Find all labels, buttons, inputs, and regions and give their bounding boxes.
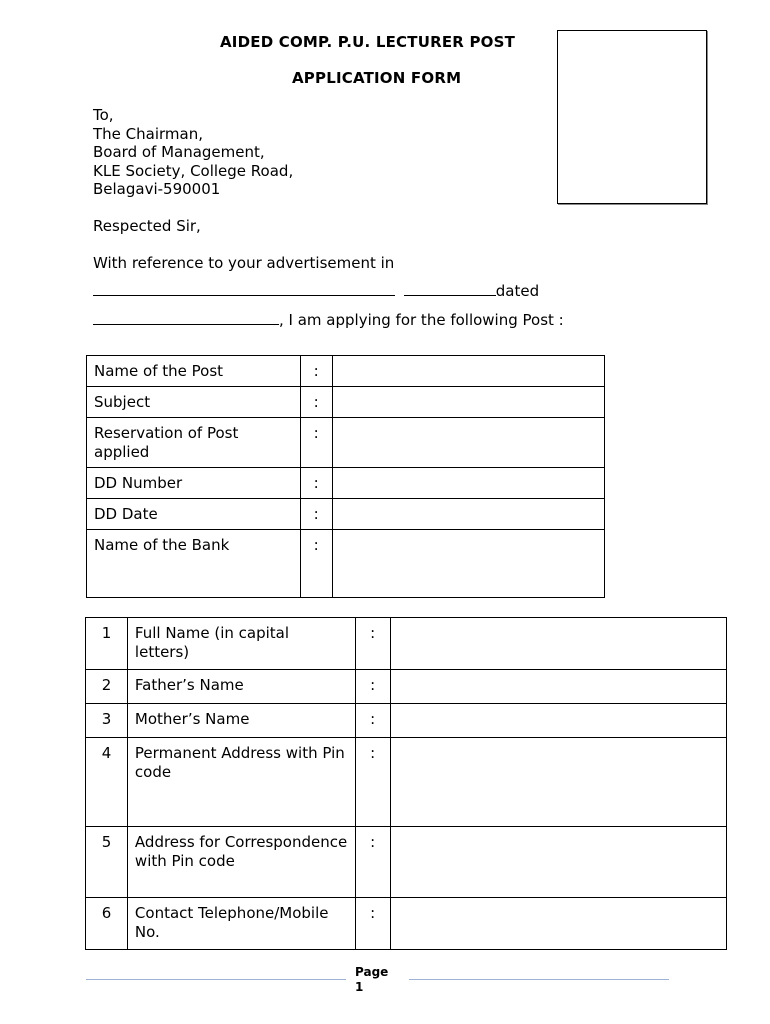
father-name-field[interactable] [390, 670, 726, 704]
table-row [86, 670, 727, 704]
applying-text: , I am applying for the following Post : [279, 311, 564, 329]
page-digit: 1 [355, 980, 364, 994]
newspaper-blank[interactable] [93, 281, 395, 296]
colon: : [355, 704, 390, 738]
colon: : [355, 738, 390, 827]
date-blank[interactable] [404, 281, 496, 296]
personal-details-table [85, 617, 727, 950]
post-name-field[interactable] [332, 356, 604, 387]
form-subtitle: APPLICATION FORM [292, 69, 462, 87]
intro-text: With reference to your advertisement in [93, 254, 395, 272]
colon: : [300, 356, 332, 387]
table-row [87, 418, 605, 468]
row-number: 1 [86, 618, 128, 670]
table-row [87, 499, 605, 530]
address-line: KLE Society, College Road, [93, 161, 294, 180]
table-row [86, 827, 727, 898]
row-number: 5 [86, 827, 128, 898]
row-number: 2 [86, 670, 128, 704]
field-label: Subject [87, 387, 301, 418]
field-label: DD Date [87, 499, 301, 530]
post-details-table [86, 355, 605, 598]
field-label: Address for Correspondence with Pin code [127, 827, 355, 898]
field-label: Mother’s Name [127, 704, 355, 738]
table-row [86, 618, 727, 670]
page-word: Page [355, 965, 389, 979]
applying-line [93, 310, 564, 329]
subject-field[interactable] [332, 387, 604, 418]
colon: : [300, 499, 332, 530]
table-row [86, 738, 727, 827]
advertisement-line [93, 281, 539, 300]
field-label: Name of the Bank [87, 530, 301, 598]
address-line: The Chairman, [93, 124, 203, 143]
full-name-field[interactable] [390, 618, 726, 670]
table-row [86, 704, 727, 738]
field-label: DD Number [87, 468, 301, 499]
table-row [86, 898, 727, 950]
mother-name-field[interactable] [390, 704, 726, 738]
form-title: AIDED COMP. P.U. LECTURER POST [220, 33, 516, 51]
field-label: Contact Telephone/Mobile No. [127, 898, 355, 950]
contact-number-field[interactable] [390, 898, 726, 950]
bank-name-field[interactable] [332, 530, 604, 598]
colon: : [300, 418, 332, 468]
field-label: Full Name (in capital letters) [127, 618, 355, 670]
colon: : [300, 468, 332, 499]
table-row [87, 387, 605, 418]
footer-rule-right [409, 979, 669, 980]
correspondence-address-field[interactable] [390, 827, 726, 898]
dated-text: dated [495, 282, 540, 300]
row-number: 3 [86, 704, 128, 738]
footer-rule-left [86, 979, 346, 980]
page-number [355, 965, 388, 995]
photo-box [557, 30, 707, 204]
salutation: Respected Sir, [93, 217, 201, 235]
row-number: 6 [86, 898, 128, 950]
field-label: Reservation of Post applied [87, 418, 301, 468]
address-line: Board of Management, [93, 143, 265, 161]
row-number: 4 [86, 738, 128, 827]
permanent-address-field[interactable] [390, 738, 726, 827]
address-line: Belagavi-590001 [93, 180, 221, 198]
table-row [87, 356, 605, 387]
colon: : [355, 898, 390, 950]
colon: : [300, 530, 332, 598]
colon: : [355, 827, 390, 898]
address-line: To, [93, 106, 114, 124]
dd-date-field[interactable] [332, 499, 604, 530]
dd-number-field[interactable] [332, 468, 604, 499]
dated-blank[interactable] [93, 310, 279, 325]
field-label: Permanent Address with Pin code [127, 738, 355, 827]
address-block [93, 106, 293, 199]
table-row [87, 530, 605, 598]
colon: : [355, 618, 390, 670]
table-row [87, 468, 605, 499]
reservation-field[interactable] [332, 418, 604, 468]
colon: : [355, 670, 390, 704]
field-label: Name of the Post [87, 356, 301, 387]
colon: : [300, 387, 332, 418]
field-label: Father’s Name [127, 670, 355, 704]
